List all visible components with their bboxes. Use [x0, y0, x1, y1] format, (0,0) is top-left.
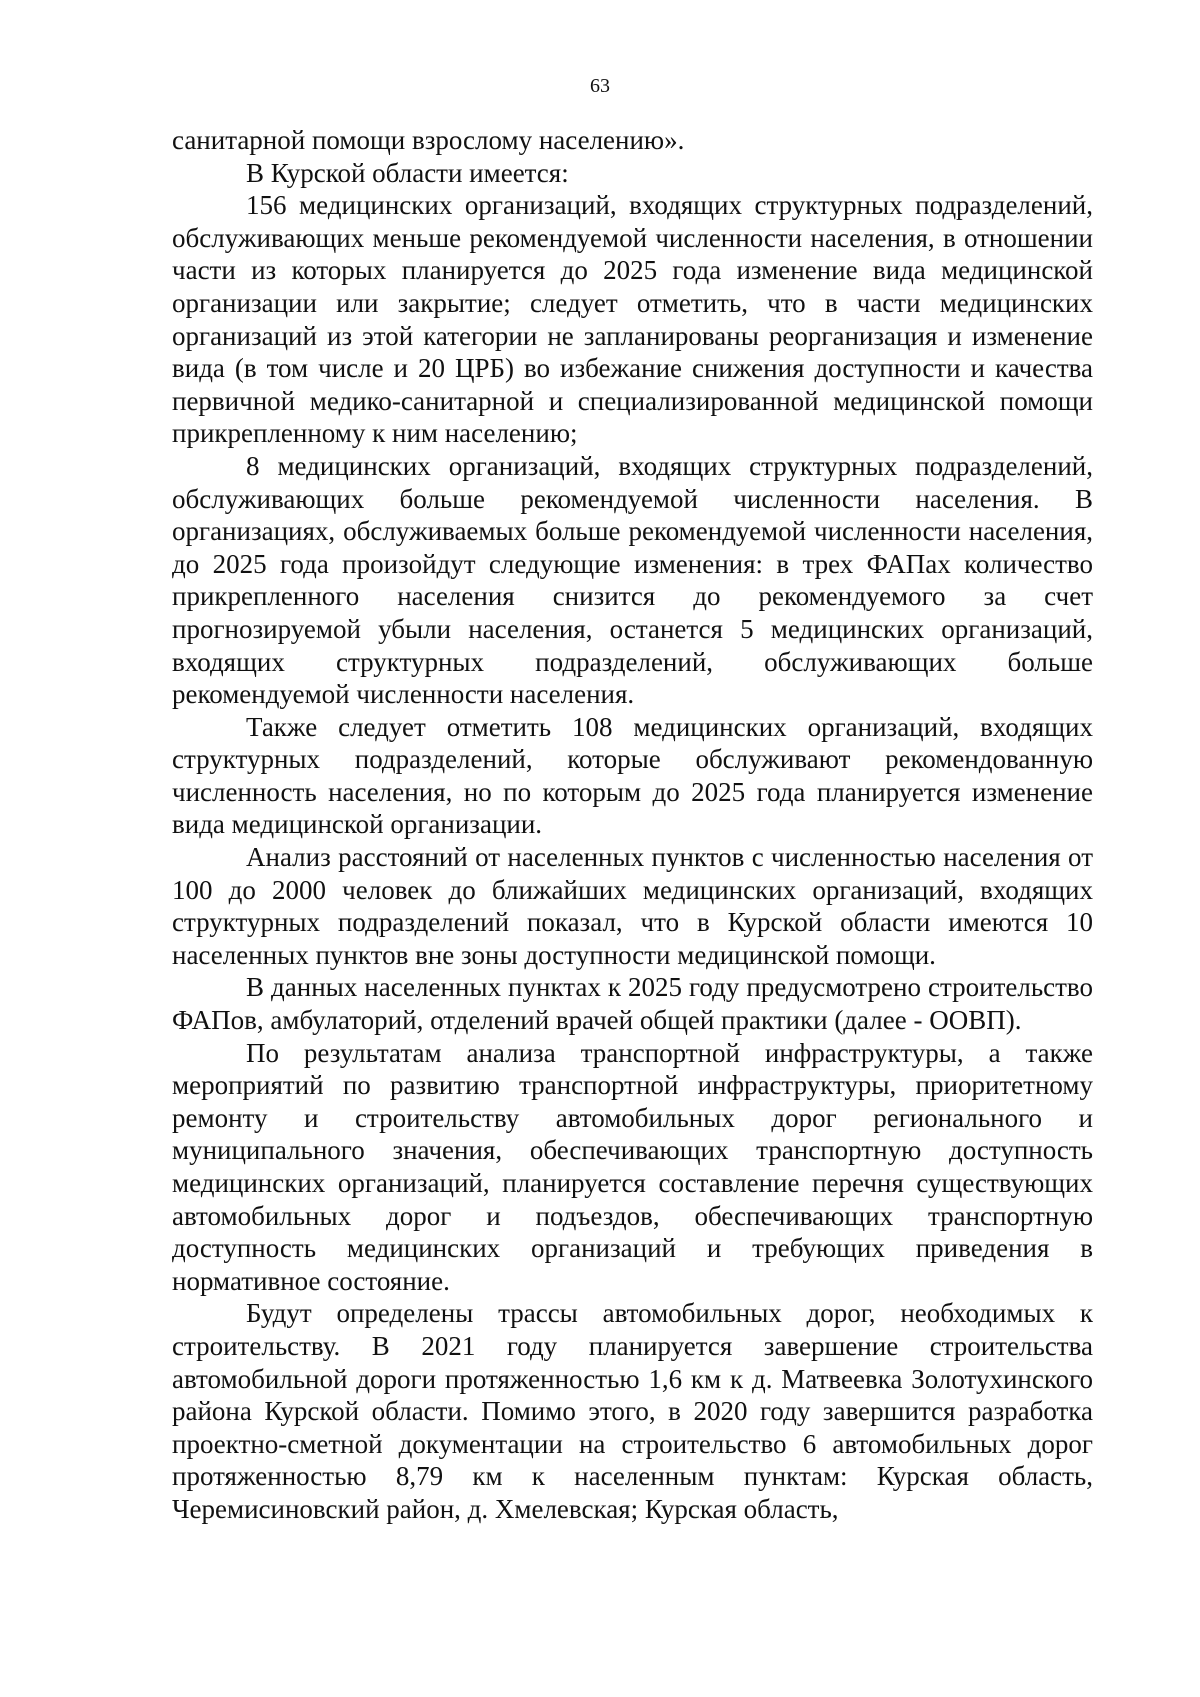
paragraph-108-organizations: Также следует отметить 108 медицинских организаций, входящих структурных подразделений, которые обслуживают рекомендованную численность населения, но по которым до 2025 года планируется изменение вида медицинской организации.: [172, 711, 1093, 840]
paragraph-156-organizations: 156 медицинских организаций, входящих структурных подразделений, обслуживающих меньше рекомендуемой численности населения, в отношении части из которых планируется до 2025 года изменение вида медицинской организации или закрытие; следует отметить, что в части медицинских организаций из этой категории не запланированы реорганизация и изменение вида (в том числе и 20 ЦРБ) во избежание снижения доступности и качества первичной медико-санитарной и специализированной медицинской помощи прикрепленному к ним населению;: [172, 190, 1093, 449]
page-number: 63: [590, 75, 610, 97]
paragraph-construction-plan: В данных населенных пунктах к 2025 году предусмотрено строительство ФАПов, амбулаторий, отделений врачей общей практики (далее - ООВП).: [172, 972, 1093, 1036]
document-body: [172, 124, 1093, 1526]
paragraph-distance-analysis: Анализ расстояний от населенных пунктов с численностью населения от 100 до 2000 человек до ближайших медицинских организаций, входящих структурных подразделений показал, что в Курской области имеются 10 населенных пунктов вне зоны доступности медицинской помощи.: [172, 842, 1093, 970]
paragraph-8-organizations: 8 медицинских организаций, входящих структурных подразделений, обслуживающих больше рекомендуемой численности населения. В организациях, обслуживаемых больше рекомендуемой численности населения, до 2025 года произойдут следующие изменения: в трех ФАПах количество прикрепленного населения снизится до рекомендуемого за счет прогнозируемой убыли населения, останется 5 медицинских организаций, входящих структурных подразделений, обслуживающих больше рекомендуемой численности населения.: [172, 450, 1093, 710]
paragraph-intro: В Курской области имеется:: [246, 157, 569, 188]
paragraph-transport-infrastructure: По результатам анализа транспортной инфраструктуры, а также мероприятий по развитию транспортной инфраструктуры, приоритетному ремонту и строительству автомобильных дорог регионального и муниципального значения, обеспечивающих транспортную доступность медицинских организаций, планируется составление перечня существующих автомобильных дорог и подъездов, обеспечивающих транспортную доступность медицинских организаций и требующих приведения в нормативное состояние.: [172, 1037, 1093, 1296]
paragraph-road-construction: Будут определены трассы автомобильных дорог, необходимых к строительству. В 2021 году планируется завершение строительства автомобильной дороги протяженностью 1,6 км к д. Матвеевка Золотухинского района Курской области. Помимо этого, в 2020 году завершится разработка проектно-сметной документации на строительство 6 автомобильных дорог протяженностью 8,79 км к населенным пунктам: Курская область, Черемисиновский район, д. Хмелевская; Курская область,: [172, 1298, 1093, 1524]
paragraph-continuation: санитарной помощи взрослому населению».: [172, 125, 685, 155]
